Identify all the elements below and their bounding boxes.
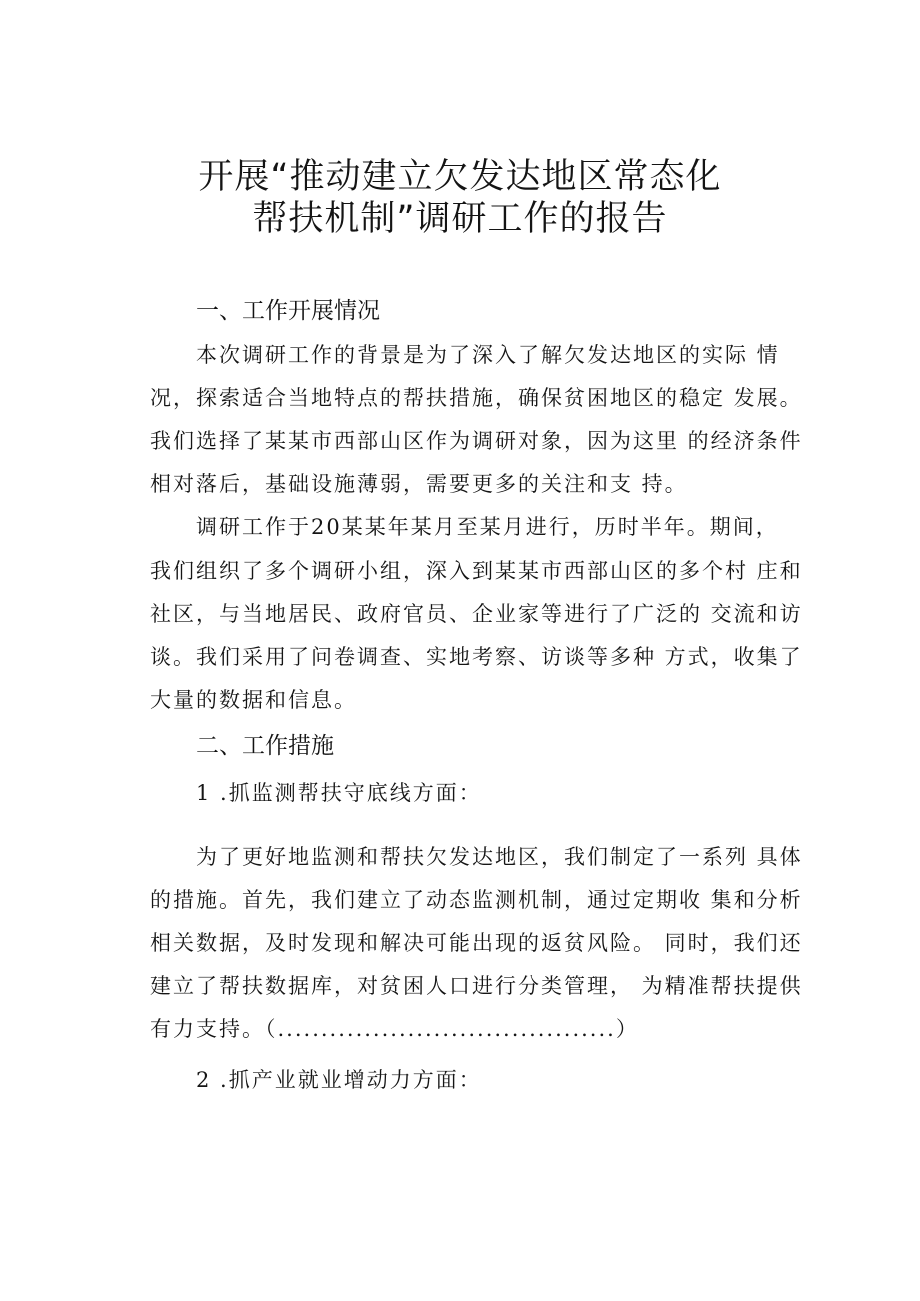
paragraph-line: 社区，与当地居民、政府官员、企业家等进行了广泛的 交流和访	[150, 602, 803, 626]
paragraph-line: 谈。我们采用了问卷调查、实地考察、访谈等多种 方式，收集了	[150, 645, 803, 669]
measure-1-title: 1 .抓监测帮扶守底线方面：	[196, 781, 482, 805]
document-title-line-1: 开展“推动建立欠发达地区常态化	[198, 157, 722, 197]
paragraph-line: 为了更好地监测和帮扶欠发达地区，我们制定了一系列 具体	[196, 845, 803, 869]
section-2-heading: 二、工作措施	[196, 733, 334, 759]
document-title-line-2: 帮扶机制”调研工作的报告	[252, 199, 668, 239]
paragraph-line: 的措施。首先，我们建立了动态监测机制，通过定期收 集和分析	[150, 888, 803, 912]
paragraph-line: 况，探索适合当地特点的帮扶措施，确保贫困地区的稳定 发展。	[150, 386, 803, 410]
paragraph-line: 大量的数据和信息。	[150, 688, 357, 712]
paragraph-line: 有力支持。（.......................................）	[150, 1017, 639, 1041]
section-1-heading: 一、工作开展情况	[196, 298, 380, 324]
paragraph-line: 我们组织了多个调研小组，深入到某某市西部山区的多个村 庄和	[150, 559, 803, 583]
measure-2-title: 2 .抓产业就业增动力方面：	[196, 1068, 482, 1092]
paragraph-line: 建立了帮扶数据库，对贫困人口进行分类管理， 为精准帮扶提供	[150, 974, 803, 998]
paragraph-line: 我们选择了某某市西部山区作为调研对象，因为这里 的经济条件	[150, 429, 803, 453]
paragraph-line: 本次调研工作的背景是为了深入了解欠发达地区的实际 情	[196, 343, 780, 367]
paragraph-line: 调研工作于20某某年某月至某月进行，历时半年。期间，	[196, 515, 779, 539]
paragraph-line: 相对落后，基础设施薄弱，需要更多的关注和支 持。	[150, 472, 688, 496]
paragraph-line: 相关数据，及时发现和解决可能出现的返贫风险。 同时，我们还	[150, 931, 803, 955]
